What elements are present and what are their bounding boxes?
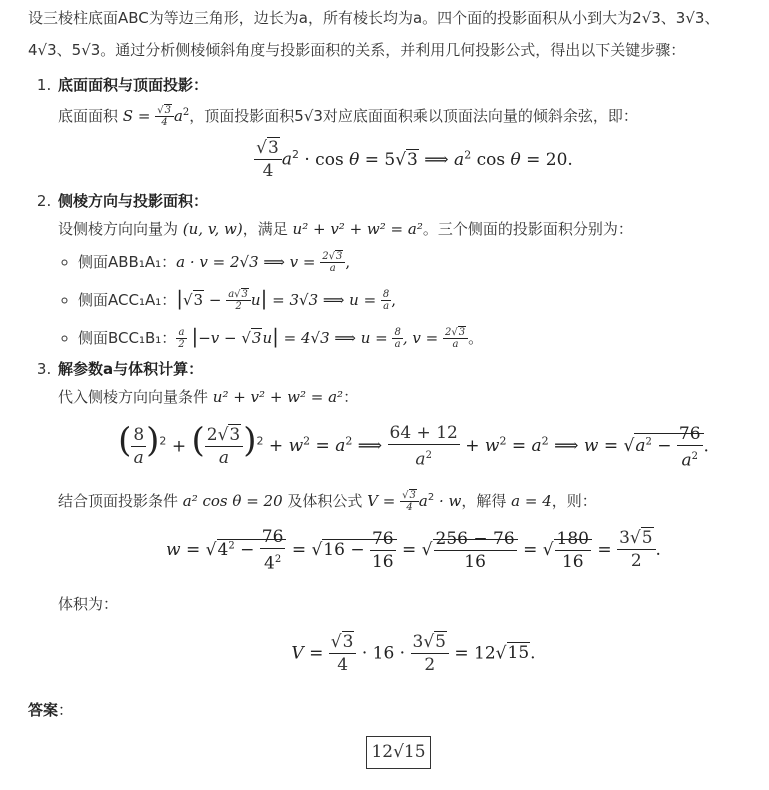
- intro-paragraph: 设三棱柱底面ABC为等边三角形，边长为a，所有棱长均为a。四个面的投影面积从小到大为2√3、3√3、4√3、5√3。通过分析侧棱倾斜角度与投影面积的关系，并利用几何投影公式，得出以下关键步骤：: [28, 9, 720, 59]
- side-face-abb1a1: ◦ 侧面ABB₁A₁：a · v = 2√3 ⟹ v = $\frac{2√3}{a}$ ,: [78, 244, 769, 280]
- step-3-text-2: 结合顶面投影条件 a² cos θ = 20 及体积公式 V = $\frac{√3}{4}$ $a^2 \cdot w$，解得 a = 4，则：: [58, 490, 597, 514]
- answer-label: 答案：: [28, 700, 74, 719]
- side-face-acc1a1: ◦ 侧面ACC₁A₁：|√3 − $\frac{a√3}{2}$ u| = 3√3 ⟹ u = $\frac{8}{a}$ ,: [78, 280, 769, 318]
- answer-box: 12√15: [366, 736, 430, 769]
- step-3: 3. 解参数a与体积计算： 代入侧棱方向向量条件 u² + v² + w² = a²： ( $\frac{8}{a}$ )$^2$ + ( $\frac{2√3}{a}$ )$^2 + w^2 = a^2$ ⟹ $\frac{64 + 12}{a^2}$ + $w^2 = a^2$ ⟹ $w = √a^2$ − $\frac{76}{a^2}$ . 结合顶面投影条件 a² cos θ = 20 及体积公式 V = $\frac{√3}{4}$ $a^2 \cdot w$，解得 a = 4，则： $w = √4^2$ − $\frac{76}{4^2}$ = √16 − $\frac{76}{16}$ = √ $\frac{256 - 76}{16}$ = √ $\frac{180}{16}$ = $\frac{3√5}{2}$ . 体积为： V = $\frac{√3}{4}$ · 16 · $\frac{3√5}{2}$ = 12√15.: [56, 356, 769, 676]
- formula-solve-w: ( $\frac{8}{a}$ )$^2$ + ( $\frac{2√3}{a}$ )$^2 + w^2 = a^2$ ⟹ $\frac{64 + 12}{a^2}$ + $w^2 = a^2$ ⟹ $w = √a^2$ − $\frac{76}{a^2}$ .: [118, 420, 709, 471]
- step-2: 2. 侧棱方向与投影面积： 设侧棱方向向量为 (u, v, w)，满足 u² + v² + w² = a²。三个侧面的投影面积分别为： ◦ 侧面ABB₁A₁：a · v = 2√3 ⟹ v = $\frac{2√3}{a}$ , ◦ 侧面ACC₁A₁：|√3 − $\frac{a√3}{2}$ u| = 3√3 ⟹ u = $\frac{8}{a}$ , ◦ 侧面BCC₁B₁： $\frac{a}{2}$ |−v − √3u| = 4√3 ⟹ u = $\frac{8}{a}$ , v = $\frac{2√3}{a}$ 。: [56, 188, 769, 356]
- step-1: 1. 底面面积与顶面投影： 底面面积 S = $\frac{√3}{4}$ $a^2$，顶面投影面积5√3对应底面面积乘以顶面法向量的倾斜余弦，即： $\frac{√3}{4}$ $a^2 \cdot \cos \theta = 5√3$ ⟹ $a^2$ cos θ = 20.: [56, 72, 769, 182]
- step-3-text-1: 代入侧棱方向向量条件 u² + v² + w² = a²：: [58, 388, 359, 406]
- step-2-text: 设侧棱方向向量为 (u, v, w)，满足 u² + v² + w² = a²。三个侧面的投影面积分别为：: [58, 220, 633, 238]
- formula-compute-w: $w = √4^2$ − $\frac{76}{4^2}$ = √16 − $\frac{76}{16}$ = √ $\frac{256 - 76}{16}$ = √ $\frac{180}{16}$ = $\frac{3√5}{2}$ .: [166, 527, 661, 574]
- fraction-sqrt3-over-4: $\frac{√3}{4}$: [155, 105, 174, 128]
- formula-volume: V = $\frac{√3}{4}$ · 16 · $\frac{3√5}{2}$ = 12√15.: [291, 631, 536, 675]
- volume-label: 体积为：: [58, 594, 119, 613]
- step-1-title: 底面面积与顶面投影: [58, 76, 194, 94]
- formula-top-projection: $\frac{√3}{4}$ $a^2 \cdot \cos \theta = 5√3$ ⟹ $a^2$ cos θ = 20.: [256, 138, 573, 181]
- side-face-list: [58, 244, 769, 356]
- step-3-title: 解参数a与体积计算: [58, 360, 189, 378]
- side-face-bcc1b1: ◦ 侧面BCC₁B₁： $\frac{a}{2}$ |−v − √3u| = 4√3 ⟹ u = $\frac{8}{a}$ , v = $\frac{2√3}{a}$ 。: [78, 318, 769, 356]
- step-list: [28, 72, 769, 676]
- step-2-title: 侧棱方向与投影面积: [58, 192, 194, 210]
- step-1-text: 底面面积 S = $\frac{√3}{4}$ $a^2$，顶面投影面积5√3对应底面面积乘以顶面法向量的倾斜余弦，即：: [58, 105, 638, 128]
